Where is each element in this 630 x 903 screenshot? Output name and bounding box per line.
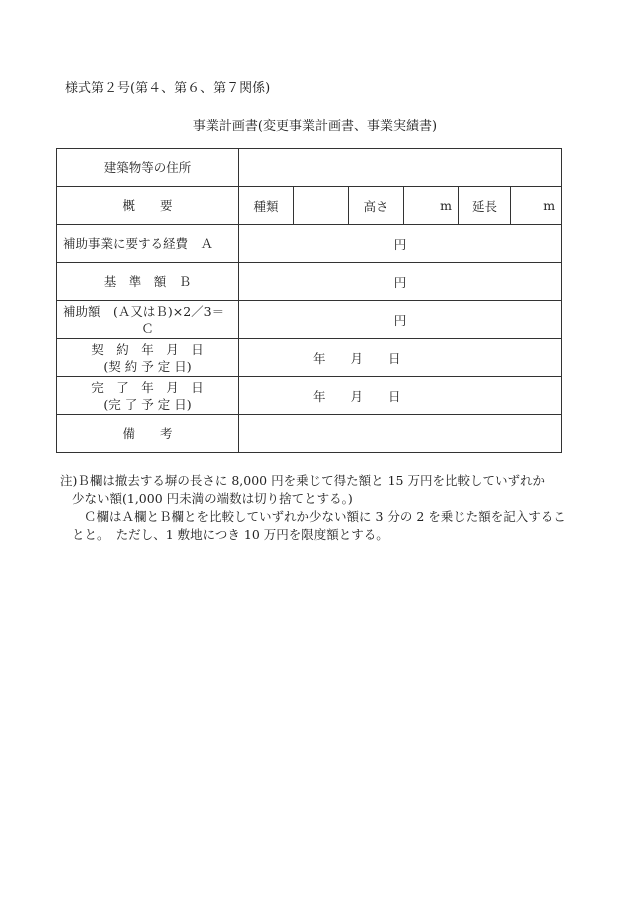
document-title: 事業計画書(変更事業計画書、事業実績書)	[192, 119, 438, 134]
complete-date[interactable]: 年 月 日	[239, 377, 562, 415]
length-value[interactable]: m	[511, 187, 562, 225]
height-value[interactable]: m	[404, 187, 459, 225]
subsidy-value[interactable]: 円	[239, 301, 562, 339]
length-label: 延長	[459, 187, 511, 225]
base-label: 基 準 額 Ｂ	[57, 263, 239, 301]
contract-label	[57, 339, 239, 377]
cost-value[interactable]: 円	[239, 225, 562, 263]
address-label: 建築物等の住所	[57, 149, 239, 187]
address-value[interactable]	[239, 149, 562, 187]
subsidy-label-line1: 補助額 (Ａ又はＢ)×2／3＝	[63, 303, 225, 319]
row-remarks	[57, 415, 562, 453]
contract-label-line1: 契 約 年 月 日	[91, 341, 204, 357]
complete-label	[57, 377, 239, 415]
kind-value[interactable]	[294, 187, 349, 225]
notes	[60, 472, 572, 544]
note-line-3: Ｃ欄はＡ欄とＢ欄とを比較していずれか少ない額に 3 分の 2 を乗じた額を記入することと。 ただし、1 敷地につき 10 万円を限度額とする。	[72, 509, 566, 542]
note-line-2: 少ない額(1,000 円未満の端数は切り捨てとする。)	[72, 491, 353, 506]
overview-label: 概 要	[57, 187, 239, 225]
plan-table	[56, 148, 562, 453]
complete-label-line2: (完 了 予 定 日)	[103, 396, 192, 412]
row-cost	[57, 225, 562, 263]
row-contract	[57, 339, 562, 377]
remarks-label: 備 考	[57, 415, 239, 453]
contract-label-line2: (契 約 予 定 日)	[103, 358, 192, 374]
form-number: 様式第２号(第４、第６、第７関係)	[65, 81, 271, 96]
height-label: 高さ	[349, 187, 404, 225]
row-subsidy	[57, 301, 562, 339]
contract-date[interactable]: 年 月 日	[239, 339, 562, 377]
row-base	[57, 263, 562, 301]
subsidy-label	[57, 301, 239, 339]
base-value[interactable]: 円	[239, 263, 562, 301]
note-line-1: 注)Ｂ欄は撤去する塀の長さに 8,000 円を乗じて得た額と 15 万円を比較していずれか	[60, 473, 545, 488]
complete-label-line1: 完 了 年 月 日	[91, 379, 204, 395]
remarks-value[interactable]	[239, 415, 562, 453]
row-address	[57, 149, 562, 187]
row-overview	[57, 187, 562, 225]
cost-label: 補助事業に要する経費 Ａ	[57, 225, 239, 263]
subsidy-label-line2: Ｃ	[141, 320, 154, 336]
kind-label: 種類	[239, 187, 294, 225]
row-complete	[57, 377, 562, 415]
